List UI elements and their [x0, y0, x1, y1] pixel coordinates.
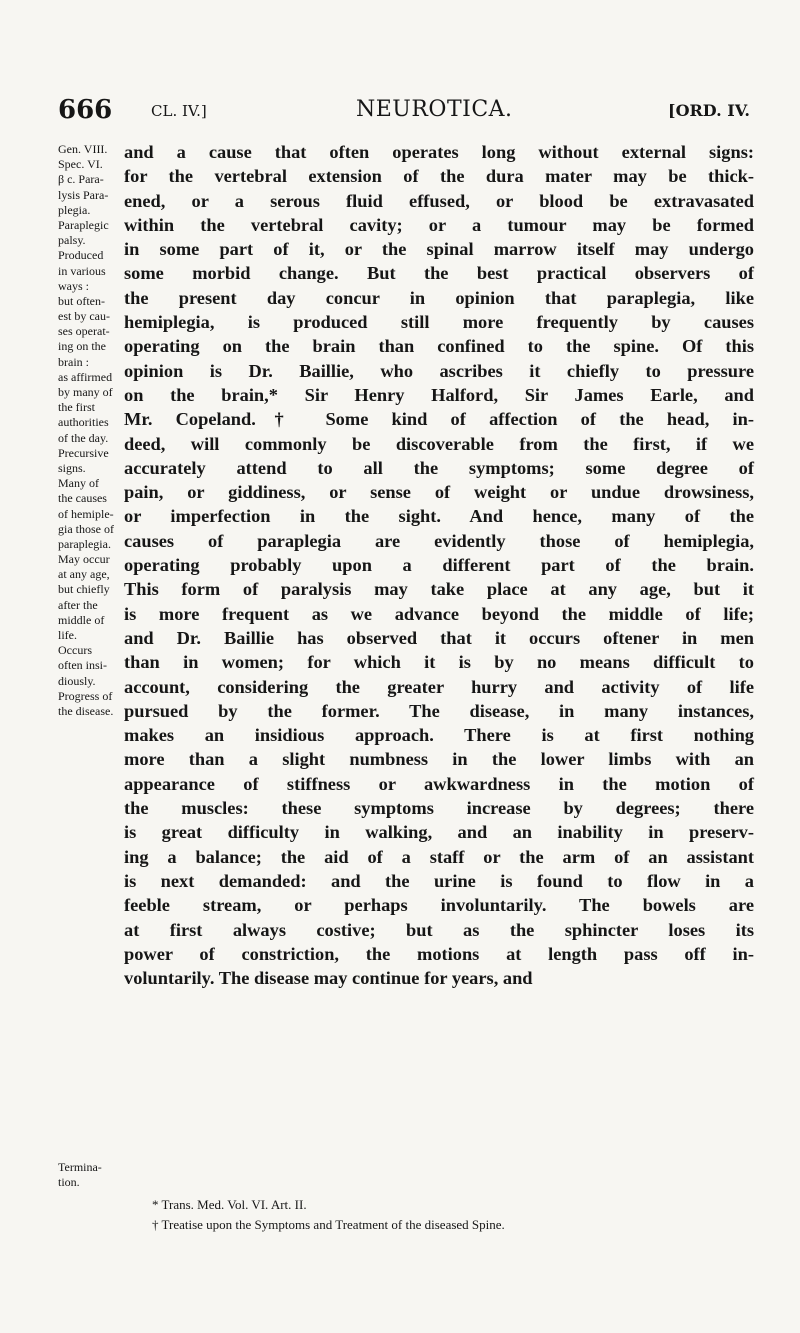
margin-note-line: gia those of: [58, 521, 114, 536]
margin-note-line: signs.: [58, 460, 86, 475]
footnotes: [130, 1195, 750, 1235]
margin-note-line: of hemiple-: [58, 506, 114, 521]
margin-note-line: [58, 1129, 120, 1144]
margin-note-line: [58, 825, 120, 840]
footnote: * Trans. Med. Vol. VI. Art. II.: [152, 1197, 307, 1212]
text-line: voluntarily. The disease may continue for years, and: [124, 968, 533, 989]
text-line: is next demanded: and the urine is found to flow in a: [124, 870, 754, 891]
margin-note-line: β c. Para-: [58, 172, 104, 187]
margin-note-line: [58, 1084, 120, 1099]
text-line: ing a balance; the aid of a staff or the arm of an assistant: [124, 846, 754, 867]
margin-notes: [58, 142, 120, 1190]
margin-note-line: Paraplegic: [58, 217, 109, 232]
margin-note-line: [58, 977, 120, 992]
margin-note-line: plegia.: [58, 202, 91, 217]
margin-note-line: [58, 1114, 120, 1129]
margin-note-line: [58, 917, 120, 932]
margin-note-line: but often-: [58, 293, 105, 308]
text-line: pain, or giddiness, or sense of weight or undue drowsiness,: [124, 482, 754, 503]
margin-note-line: [58, 901, 120, 916]
margin-note-line: paraplegia.: [58, 536, 111, 551]
margin-note-line: Spec. VI.: [58, 157, 103, 172]
margin-note-line: by many of: [58, 385, 113, 399]
margin-note-line: often insi-: [58, 658, 107, 673]
margin-note-line: [58, 1023, 120, 1038]
text-line: This form of paralysis may take place at any age, but it: [124, 579, 754, 600]
margin-note-line: Many of: [58, 476, 99, 491]
margin-note-line: [58, 780, 120, 795]
margin-note-line: [58, 795, 120, 810]
text-line: operating on the brain than confined to the spine. Of this: [124, 336, 754, 357]
text-line: causes of paraplegia are evidently those of hemiplegia,: [124, 530, 754, 551]
running-header: [58, 95, 758, 127]
text-line: some morbid change. But the best practical observers of: [124, 263, 754, 284]
margin-note-line: [58, 1099, 120, 1114]
margin-note-line: [58, 841, 120, 856]
margin-note-line: but chiefly: [58, 582, 110, 597]
margin-note-line: [58, 856, 120, 871]
text-line: deed, will commonly be discoverable from the first, if we: [124, 433, 754, 454]
margin-note-line: Progress of: [58, 688, 113, 703]
margin-note-line: Produced: [58, 248, 104, 263]
margin-note-line: Occurs: [58, 643, 92, 658]
text-line: at first always costive; but as the sphincter loses its: [124, 919, 754, 940]
margin-note-line: ing on the: [58, 339, 106, 354]
text-line: power of constriction, the motions at length pass off in-: [124, 943, 754, 964]
margin-note-line: brain :: [58, 354, 89, 369]
text-line: in some part of it, or the spinal marrow itself may undergo: [124, 239, 754, 260]
margin-note-line: [58, 962, 120, 977]
margin-note-line: in various: [58, 263, 106, 278]
margin-note-line: at any age,: [58, 567, 110, 582]
margin-note-line: Termina-: [58, 1159, 102, 1174]
text-line: account, considering the greater hurry and activity of life: [124, 676, 754, 697]
margin-note-line: of the day.: [58, 430, 109, 445]
text-line: and a cause that often operates long without external signs:: [124, 142, 754, 162]
margin-note-line: [58, 734, 120, 749]
margin-note-line: palsy.: [58, 233, 86, 248]
margin-note-line: after the: [58, 597, 98, 612]
body-text: [124, 140, 754, 990]
chapter-label: CL. IV.]: [151, 102, 207, 120]
text-line: for the vertebral extension of the dura mater may be thick-: [124, 166, 754, 187]
margin-note-line: the disease.: [58, 703, 114, 718]
margin-note-line: diously.: [58, 673, 96, 688]
margin-note-line: authorities: [58, 415, 109, 430]
margin-note-line: Gen. VIII.: [58, 142, 108, 156]
text-line: Mr. Copeland.† Some kind of affection of the head, in-: [124, 409, 754, 430]
margin-note-line: [58, 1008, 120, 1023]
margin-note-line: [58, 765, 120, 780]
margin-note-line: [58, 871, 120, 886]
order-label: [ORD. IV.: [668, 101, 750, 120]
margin-note-line: middle of: [58, 612, 105, 627]
footnote: † Treatise upon the Symptoms and Treatment of the diseased Spine.: [152, 1217, 505, 1232]
text-line: than in women; for which it is by no means difficult to: [124, 652, 754, 673]
margin-note-line: ways :: [58, 278, 89, 293]
margin-note-line: [58, 810, 120, 825]
text-line: the present day concur in opinion that paraplegia, like: [124, 287, 754, 308]
margin-note-line: the first: [58, 400, 95, 415]
margin-note-line: Precursive: [58, 445, 109, 460]
margin-note-line: life.: [58, 628, 77, 642]
margin-note-line: as affirmed: [58, 369, 113, 384]
text-line: is more frequent as we advance beyond the middle of life;: [124, 603, 754, 624]
text-line: ened, or a serous fluid effused, or blood be extravasated: [124, 190, 754, 211]
margin-note-line: [58, 886, 120, 901]
text-line: makes an insidious approach. There is at first nothing: [124, 725, 754, 746]
text-line: more than a slight numbness in the lower limbs with an: [124, 749, 754, 770]
margin-note-line: est by cau-: [58, 309, 110, 324]
text-line: and Dr. Baillie has observed that it occurs oftener in men: [124, 627, 754, 648]
margin-note-line: [58, 750, 120, 765]
margin-note-line: [58, 993, 120, 1008]
text-line: or imperfection in the sight. And hence, many of the: [124, 506, 754, 527]
margin-note-line: [58, 1038, 120, 1053]
text-line: is great difficulty in walking, and an inability in preserv-: [124, 822, 754, 843]
text-line: on the brain,* Sir Henry Halford, Sir James Earle, and: [124, 384, 754, 405]
text-line: accurately attend to all the symptoms; some degree of: [124, 457, 754, 478]
margin-note-line: [58, 1053, 120, 1068]
text-line: feeble stream, or perhaps involuntarily. The bowels are: [124, 895, 754, 916]
running-title: NEUROTICA.: [356, 97, 513, 122]
margin-note-line: tion.: [58, 1174, 80, 1189]
text-line: pursued by the former. The disease, in many instances,: [124, 700, 754, 721]
margin-note-line: May occur: [58, 552, 110, 567]
margin-note-line: lysis Para-: [58, 187, 109, 202]
text-line: hemiplegia, is produced still more frequently by causes: [124, 312, 754, 333]
text-line: operating probably upon a different part of the brain.: [124, 555, 754, 576]
text-line: opinion is Dr. Baillie, who ascribes it chiefly to pressure: [124, 360, 754, 381]
margin-note-line: [58, 1144, 120, 1159]
margin-note-line: [58, 1068, 120, 1083]
text-line: appearance of stiffness or awkwardness in the motion of: [124, 773, 754, 794]
margin-note-line: the causes: [58, 491, 107, 506]
margin-note-line: [58, 719, 120, 734]
page-number: 666: [58, 95, 113, 125]
margin-note-line: [58, 932, 120, 947]
text-line: within the vertebral cavity; or a tumour may be formed: [124, 214, 754, 235]
margin-note-line: ses operat-: [58, 324, 110, 339]
margin-note-line: [58, 947, 120, 962]
text-line: the muscles: these symptoms increase by degrees; there: [124, 798, 754, 819]
